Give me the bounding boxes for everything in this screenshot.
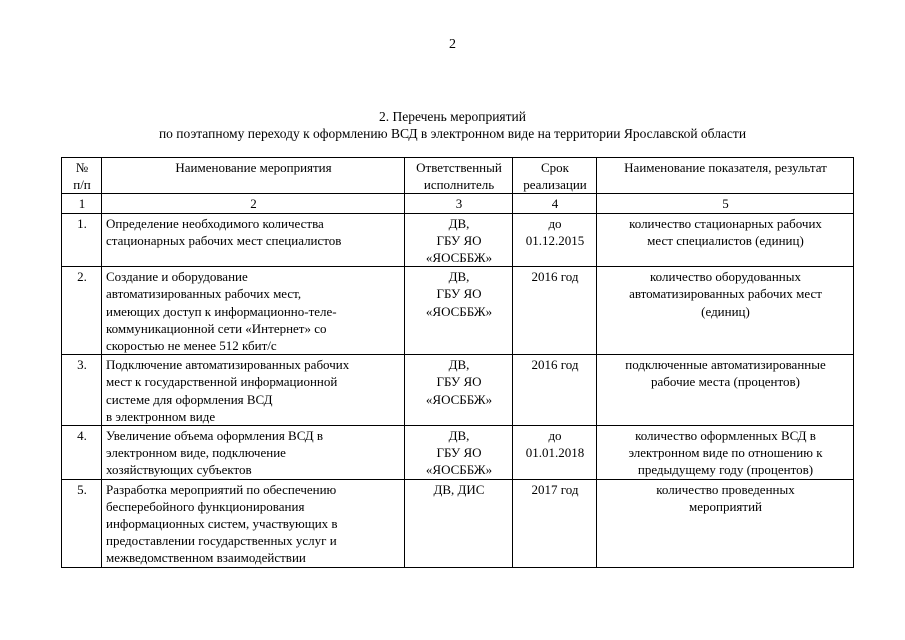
- row-name: [102, 355, 405, 426]
- row-executor: [405, 213, 513, 267]
- column-number: 4: [513, 194, 597, 213]
- text-line: предоставлении государственных услуг и: [106, 533, 337, 549]
- text-line: межведомственном взаимодействии: [106, 550, 306, 566]
- text-line: системе для оформления ВСД: [106, 391, 273, 407]
- text-line: ГБУ ЯО: [436, 232, 482, 248]
- row-indicator: [597, 355, 854, 426]
- table-row: [62, 479, 854, 567]
- text-line: 2017 год: [531, 481, 579, 497]
- row-num: 3.: [62, 355, 102, 426]
- row-name: [102, 479, 405, 567]
- text-line: электронном виде, подключение: [106, 445, 286, 461]
- text-line: до: [548, 428, 562, 444]
- row-term: [513, 355, 597, 426]
- text-line: ДВ,: [448, 357, 470, 373]
- row-term: [513, 213, 597, 267]
- header-num-line: №: [75, 160, 89, 175]
- text-line: ДВ, ДИС: [433, 481, 485, 497]
- table-header-row: [62, 158, 854, 194]
- measures-table: [61, 157, 854, 568]
- text-line: ГБУ ЯО: [436, 286, 482, 302]
- row-executor: [405, 355, 513, 426]
- text-line: стационарных рабочих мест специалистов: [106, 232, 342, 248]
- text-line: автоматизированных рабочих мест,: [106, 286, 302, 302]
- column-number: 3: [405, 194, 513, 213]
- row-name: [102, 267, 405, 355]
- text-line: «ЯОСББЖ»: [425, 303, 493, 319]
- text-line: ДВ,: [448, 269, 470, 285]
- text-line: автоматизированных рабочих мест: [629, 286, 822, 302]
- row-num: 5.: [62, 479, 102, 567]
- text-line: 01.01.2018: [525, 445, 585, 461]
- text-line: ГБУ ЯО: [436, 445, 482, 461]
- text-line: Создание и оборудование: [106, 269, 248, 285]
- table-row: [62, 355, 854, 426]
- text-line: Разработка мероприятий по обеспечению: [106, 481, 337, 497]
- text-line: до: [548, 215, 562, 231]
- column-number: 5: [597, 194, 854, 213]
- text-line: мероприятий: [689, 498, 762, 514]
- heading-line-2: по поэтапному переходу к оформлению ВСД в электронном виде на территории Ярославской области: [158, 126, 747, 141]
- header-term-line: Срок: [541, 160, 569, 175]
- text-line: подключенные автоматизированные: [625, 357, 826, 373]
- heading-line-1: 2. Перечень мероприятий: [379, 109, 526, 124]
- row-name: [102, 213, 405, 267]
- text-line: 2016 год: [531, 357, 579, 373]
- column-number: 1: [62, 194, 102, 213]
- row-executor: [405, 479, 513, 567]
- text-line: «ЯОСББЖ»: [425, 250, 493, 266]
- table-row: [62, 426, 854, 480]
- page-number: 2: [449, 37, 456, 52]
- row-indicator: [597, 479, 854, 567]
- header-indicator: Наименование показателя, результат: [597, 158, 854, 194]
- text-line: «ЯОСББЖ»: [425, 462, 493, 478]
- text-line: Определение необходимого количества: [106, 215, 324, 231]
- text-line: (единиц): [701, 303, 750, 319]
- header-executor-line: Ответственный: [416, 160, 502, 175]
- row-executor: [405, 426, 513, 480]
- row-term: [513, 267, 597, 355]
- row-executor: [405, 267, 513, 355]
- header-name: Наименование мероприятия: [102, 158, 405, 194]
- text-line: в электронном виде: [106, 408, 216, 424]
- header-executor: [405, 158, 513, 194]
- column-number: 2: [102, 194, 405, 213]
- row-term: [513, 426, 597, 480]
- header-term: [513, 158, 597, 194]
- row-indicator: [597, 213, 854, 267]
- column-number-row: [62, 194, 854, 213]
- text-line: количество оформленных ВСД в: [635, 428, 816, 444]
- text-line: «ЯОСББЖ»: [425, 391, 493, 407]
- document-heading: [0, 108, 905, 142]
- header-term-line: реализации: [523, 177, 587, 193]
- row-indicator: [597, 426, 854, 480]
- header-executor-line: исполнитель: [423, 177, 495, 193]
- text-line: бесперебойного функционирования: [106, 498, 305, 514]
- text-line: имеющих доступ к информационно-теле-: [106, 303, 337, 319]
- text-line: ДВ,: [448, 215, 470, 231]
- text-line: хозяйствующих субъектов: [106, 462, 252, 478]
- text-line: 01.12.2015: [525, 232, 585, 248]
- text-line: количество стационарных рабочих: [629, 215, 822, 231]
- text-line: электронном виде по отношению к: [628, 445, 823, 461]
- text-line: мест к государственной информационной: [106, 374, 338, 390]
- header-num: [62, 158, 102, 194]
- text-line: ДВ,: [448, 428, 470, 444]
- table-row: [62, 267, 854, 355]
- header-num-line: п/п: [73, 177, 91, 193]
- row-term: [513, 479, 597, 567]
- row-num: 1.: [62, 213, 102, 267]
- row-num: 2.: [62, 267, 102, 355]
- text-line: рабочие места (процентов): [651, 374, 800, 390]
- row-name: [102, 426, 405, 480]
- text-line: количество оборудованных: [650, 269, 801, 285]
- text-line: Подключение автоматизированных рабочих: [106, 357, 350, 373]
- text-line: предыдущему году (процентов): [637, 462, 814, 478]
- text-line: количество проведенных: [656, 481, 795, 497]
- row-indicator: [597, 267, 854, 355]
- text-line: 2016 год: [531, 269, 579, 285]
- text-line: информационных систем, участвующих в: [106, 516, 338, 532]
- row-num: 4.: [62, 426, 102, 480]
- table-row: [62, 213, 854, 267]
- text-line: скоростью не менее 512 кбит/с: [106, 338, 277, 354]
- text-line: мест специалистов (единиц): [647, 232, 804, 248]
- text-line: коммуникационной сети «Интернет» со: [106, 320, 327, 336]
- text-line: Увеличение объема оформления ВСД в: [106, 428, 324, 444]
- text-line: ГБУ ЯО: [436, 374, 482, 390]
